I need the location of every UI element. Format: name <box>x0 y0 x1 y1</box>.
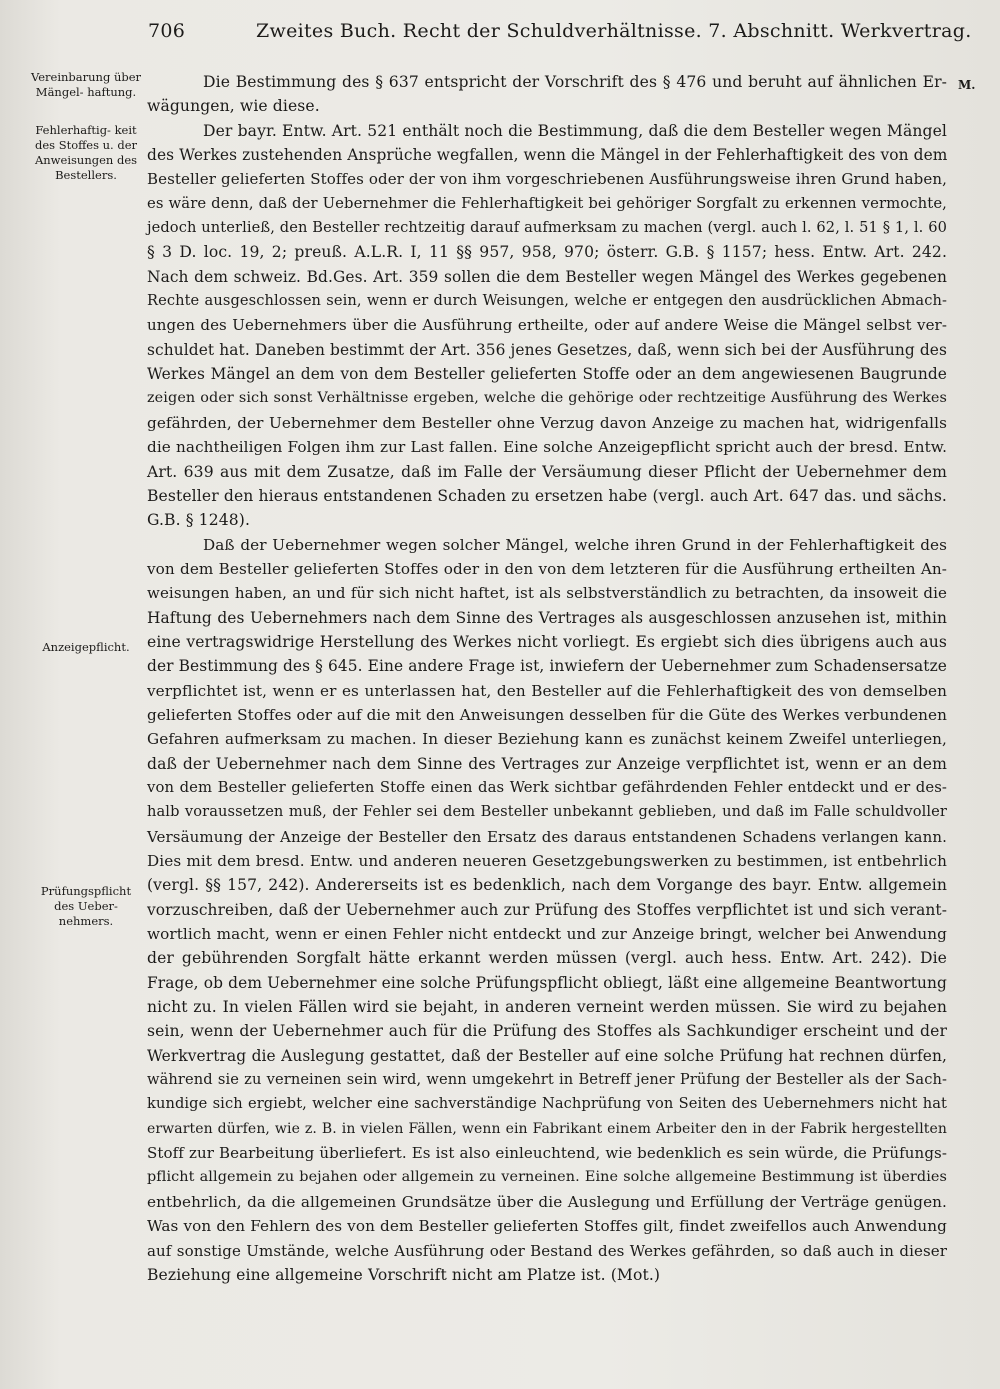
page-header <box>148 20 972 56</box>
text-line: Beziehung eine allgemeine Vorschrift nicht am Platze ist. (Mot.) <box>147 1265 661 1284</box>
margin-note-maengelhaftung: Vereinbarung über Mängel- haftung. <box>30 70 142 99</box>
text-line: entbehrlich, da die allgemeinen Grundsätze über die Auslegung und Erfüllung der Verträge genügen. <box>147 1192 947 1211</box>
text-line: jedoch unterließ, den Besteller rechtzeitig darauf aufmerksam zu machen (vergl. auch l. 62, l. 51 § 1, l. 60 <box>147 219 947 237</box>
text-line: Haftung des Uebernehmers nach dem Sinne des Vertrages als ausgeschlossen anzusehen ist, mithin <box>147 608 947 627</box>
text-line: es wäre denn, daß der Uebernehmer die Fehlerhaftigkeit bei gehöriger Sorgfalt zu erkennen vermochte, <box>147 194 947 212</box>
text-line: Stoff zur Bearbeitung überliefert. Es ist also einleuchtend, wie bedenklich es sein würde, die Prüfungs- <box>147 1144 947 1163</box>
text-line: Werkes Mängel an dem von dem Besteller gelieferten Stoffe oder an dem angewiesenen Baugrunde <box>147 365 947 384</box>
text-line: Besteller gelieferten Stoffes oder der von ihm vorgeschriebenen Ausführungsweise ihren Grund haben, <box>147 170 947 189</box>
text-line: halb voraussetzen muß, der Fehler sei dem Besteller unbekannt geblieben, und daß im Falle schuldvoller <box>147 803 947 821</box>
text-line: weisungen haben, an und für sich nicht haftet, ist als selbstverständlich zu betrachten, da insoweit die <box>147 584 947 603</box>
text-line: vorzuschreiben, daß der Uebernehmer auch zur Prüfung des Stoffes verpflichtet ist und sich verant- <box>147 900 947 919</box>
text-line: Versäumung der Anzeige der Besteller den Ersatz des daraus entstandenen Schadens verlangen kann. <box>147 827 947 846</box>
margin-right-mark: M. <box>958 78 976 92</box>
text-line: die nachtheiligen Folgen ihm zur Last fallen. Eine solche Anzeigepflicht spricht auch der bresd. Entw. <box>147 438 947 457</box>
text-line: zeigen oder sich sonst Verhältnisse ergeben, welche die gehörige oder rechtzeitige Ausführung des Werkes <box>147 390 947 407</box>
text-line: verpflichtet ist, wenn er es unterlassen hat, den Besteller auf die Fehlerhaftigkeit des von demselben <box>147 681 947 700</box>
margin-note-anzeigepflicht: Anzeigepflicht. <box>42 640 130 654</box>
text-line: von dem Besteller gelieferten Stoffe einen das Werk sichtbar gefährdenden Fehler entdeckt und er des- <box>147 778 947 796</box>
text-line: G.B. § 1248). <box>147 511 251 530</box>
margin-note-fehlerhaftigkeit: Fehlerhaftig- keit des Stoffes u. der Anweisungen des Bestellers. <box>34 123 138 182</box>
text-line: eine vertragswidrige Herstellung des Werkes nicht vorliegt. Es ergiebt sich dies übrigens auch aus <box>147 632 947 651</box>
page-number: 706 <box>148 20 186 42</box>
text-line: kundige sich ergiebt, welcher eine sachverständige Nachprüfung von Seiten des Uebernehmers nicht hat <box>147 1095 947 1113</box>
text-line: gefährden, der Uebernehmer dem Besteller ohne Verzug davon Anzeige zu machen hat, widrigenfalls <box>147 413 947 432</box>
body-text <box>147 70 947 1287</box>
text-line: von dem Besteller gelieferten Stoffes oder in den von dem letzteren für die Ausführung ertheilten An- <box>147 559 947 578</box>
text-line: der gebührenden Sorgfalt hätte erkannt werden müssen (vergl. auch hess. Entw. Art. 242). Die <box>147 949 947 968</box>
text-line: des Werkes zustehenden Ansprüche wegfallen, wenn die Mängel in der Fehlerhaftigkeit des von dem <box>147 146 948 165</box>
text-line: gelieferten Stoffes oder auf die mit den Anweisungen desselben für die Güte des Werkes verbundenen <box>147 705 948 724</box>
text-line: Frage, ob dem Uebernehmer eine solche Prüfungspflicht obliegt, läßt eine allgemeine Beantwortung <box>147 973 947 992</box>
text-line: auf sonstige Umstände, welche Ausführung oder Bestand des Werkes gefährden, so daß auch in dieser <box>147 1241 947 1260</box>
text-line: sein, wenn der Uebernehmer auch für die Prüfung des Stoffes als Sachkundiger erscheint und der <box>147 1022 947 1041</box>
margin-note-pruefungspflicht: Prüfungspflicht des Ueber- nehmers. <box>40 884 132 928</box>
text-line: Daß der Uebernehmer wegen solcher Mängel, welche ihren Grund in der Fehlerhaftigkeit des <box>203 535 947 554</box>
text-line: Gefahren aufmerksam zu machen. In dieser Beziehung kann es zunächst keinem Zweifel unterliegen, <box>147 730 947 749</box>
text-line: Was von den Fehlern des von dem Besteller gelieferten Stoffes gilt, findet zweifellos auch Anwendung <box>147 1217 947 1236</box>
text-line: daß der Uebernehmer nach dem Sinne des Vertrages zur Anzeige verpflichtet ist, wenn er an dem <box>147 754 947 773</box>
text-line: nicht zu. In vielen Fällen wird sie bejaht, in anderen verneint werden müssen. Sie wird zu bejahen <box>147 998 947 1017</box>
text-line: Rechte ausgeschlossen sein, wenn er durch Weisungen, welche er entgegen den ausdrücklichen Abmach- <box>147 292 947 310</box>
text-line: schuldet hat. Daneben bestimmt der Art. 356 jenes Gesetzes, daß, wenn sich bei der Ausführung des <box>147 340 947 359</box>
text-line: Besteller den hieraus entstandenen Schaden zu ersetzen habe (vergl. auch Art. 647 das. und sächs. <box>147 486 947 505</box>
text-line: wägungen, wie diese. <box>147 97 320 116</box>
text-line: Nach dem schweiz. Bd.Ges. Art. 359 sollen die dem Besteller wegen Mängel des Werkes gegebenen <box>147 267 947 286</box>
text-line: ungen des Uebernehmers über die Ausführung ertheilte, oder auf andere Weise die Mängel selbst ver- <box>147 316 947 335</box>
text-line: der Bestimmung des § 645. Eine andere Frage ist, inwiefern der Uebernehmer zum Schadensersatze <box>147 657 947 676</box>
text-line: Werkvertrag die Auslegung gestattet, daß der Besteller auf eine solche Prüfung hat rechnen dürfen, <box>147 1046 947 1065</box>
text-line: erwarten dürfen, wie z. B. in vielen Fällen, wenn ein Fabrikant einem Arbeiter den in der Fabrik hergestellten <box>147 1120 947 1137</box>
text-line: pflicht allgemein zu bejahen oder allgemein zu verneinen. Eine solche allgemeine Bestimmung ist überdies <box>147 1169 947 1186</box>
text-line: Die Bestimmung des § 637 entspricht der Vorschrift des § 476 und beruht auf ähnlichen Er- <box>203 73 947 91</box>
text-line: wortlich macht, wenn er einen Fehler nicht entdeckt und zur Anzeige bringt, welcher bei Anwendung <box>147 925 947 944</box>
text-line: während sie zu verneinen sein wird, wenn umgekehrt in Betreff jener Prüfung der Besteller als der Sach- <box>147 1071 947 1089</box>
text-line: Der bayr. Entw. Art. 521 enthält noch die Bestimmung, daß die dem Besteller wegen Mängel <box>203 121 947 140</box>
running-title: Zweites Buch. Recht der Schuldverhältnisse. 7. Abschnitt. Werkvertrag. <box>256 20 972 42</box>
text-line: Dies mit dem bresd. Entw. und anderen neueren Gesetzgebungswerken zu bestimmen, ist entbehrlich <box>147 852 947 870</box>
text-line: Art. 639 aus mit dem Zusatze, daß im Falle der Versäumung dieser Pflicht der Uebernehmer dem <box>147 462 947 481</box>
text-line: (vergl. §§ 157, 242). Andererseits ist es bedenklich, nach dem Vorgange des bayr. Entw. allgemein <box>147 876 947 895</box>
text-line: § 3 D. loc. 19, 2; preuß. A.L.R. I, 11 §§ 957, 958, 970; österr. G.B. § 1157; hess. Entw. Art. 242. <box>147 243 947 262</box>
